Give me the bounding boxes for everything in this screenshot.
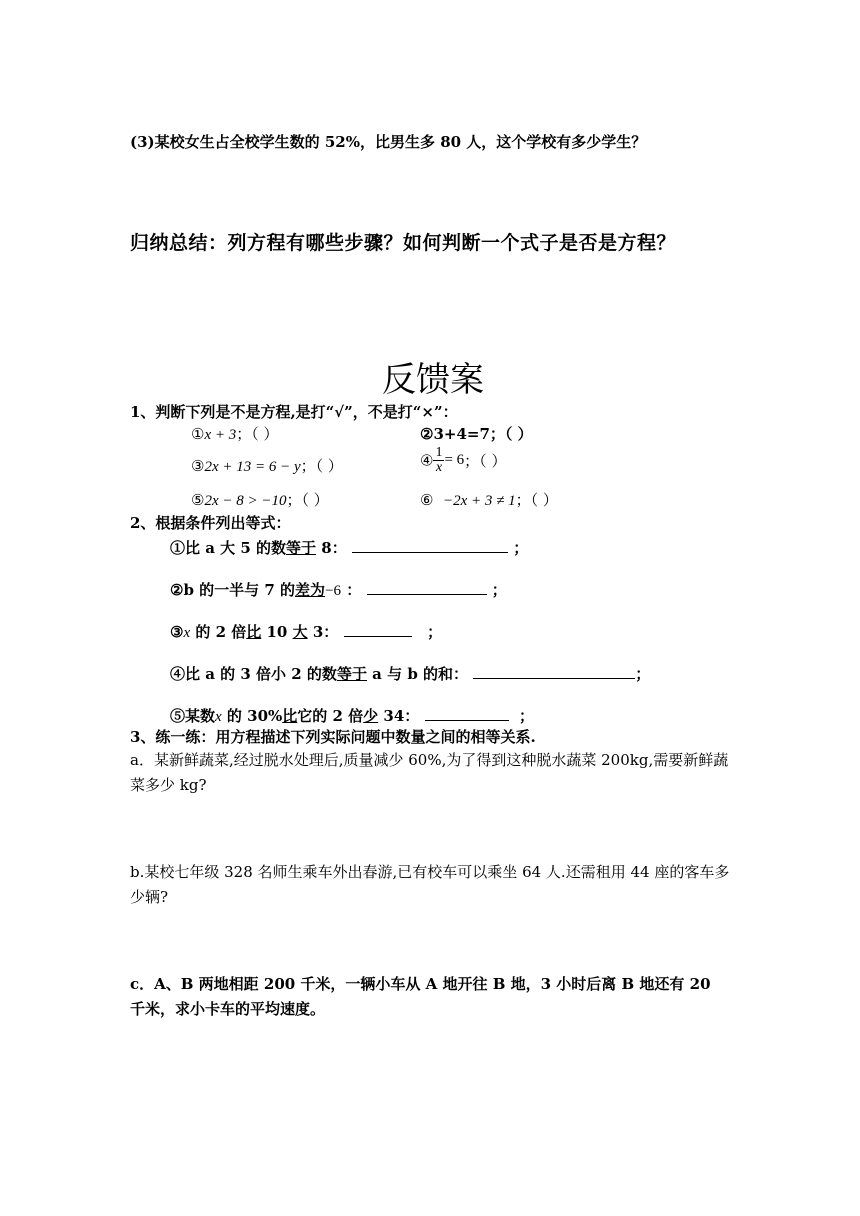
answer-blank-2[interactable] <box>367 580 487 595</box>
problem-a: a．某新鲜蔬菜,经过脱水处理后,质量减少 60%,为了得到这种脱水蔬菜 200kg,需要新鲜蔬菜多少 kg? <box>130 751 729 794</box>
problem-c: c．A、B 两地相距 200 千米，一辆小车从 A 地开往 B 地，3 小时后离 B 地还有 20 千米，求小卡车的平均速度。 <box>130 975 711 1018</box>
page-title: 反馈案 <box>382 360 484 400</box>
question-3: (3)某校女生占全校学生数的 52%，比男生多 80 人，这个学校有多少学生？ <box>130 133 647 151</box>
section-1-heading: 1、判断下列是不是方程,是打“√”，不是打“×”： <box>130 403 458 421</box>
answer-blank-3[interactable] <box>344 622 412 637</box>
s2-item-1: ①比 a 大 5 的数等于 8： ； <box>170 539 529 557</box>
answer-blank-4[interactable] <box>473 664 635 679</box>
summary-prompt: 归纳总结：列方程有哪些步骤？如何判断一个式子是否是方程？ <box>130 232 677 254</box>
fraction-one-over-x: $\frac{1}{x}$ <box>435 445 443 475</box>
section-3-heading: 3、练一练：用方程描述下列实际问题中数量之间的相等关系. <box>130 728 536 746</box>
s2-item-5: ⑤某数x 的 30%比它的 2 倍少 34： ； <box>170 707 534 725</box>
s2-item-2: ②b 的一半与 7 的差为−6 ： ； <box>170 581 507 599</box>
s1-item-3: ③2x + 13 = 6 − y；（ ） <box>191 457 343 475</box>
s2-item-3: ③x 的 2 倍比 10 大 3： ； <box>170 623 443 641</box>
problem-b: b.某校七年级 328 名师生乘车外出春游,已有校车可以乘坐 64 人.还需租用 44 座的客车多少辆? <box>130 863 730 906</box>
s1-item-1: ①x + 3；（ ） <box>191 425 279 443</box>
s1-item-2: ②3+4=7；（ ） <box>420 425 533 443</box>
s1-item-4: ④ $\frac{1}{x}$ = 6；（ ） <box>420 445 507 475</box>
s1-item-6: ⑥ −2x + 3 ≠ 1；（ ） <box>420 491 558 509</box>
s2-item-4: ④比 a 的 3 倍小 2 的数等于 a 与 b 的和： ； <box>170 665 651 683</box>
s1-item-5: ⑤2x − 8 > −10；（ ） <box>191 491 329 509</box>
answer-blank-1[interactable] <box>352 538 508 553</box>
answer-blank-5[interactable] <box>425 706 509 721</box>
section-2-heading: 2、根据条件列出等式： <box>130 514 291 532</box>
